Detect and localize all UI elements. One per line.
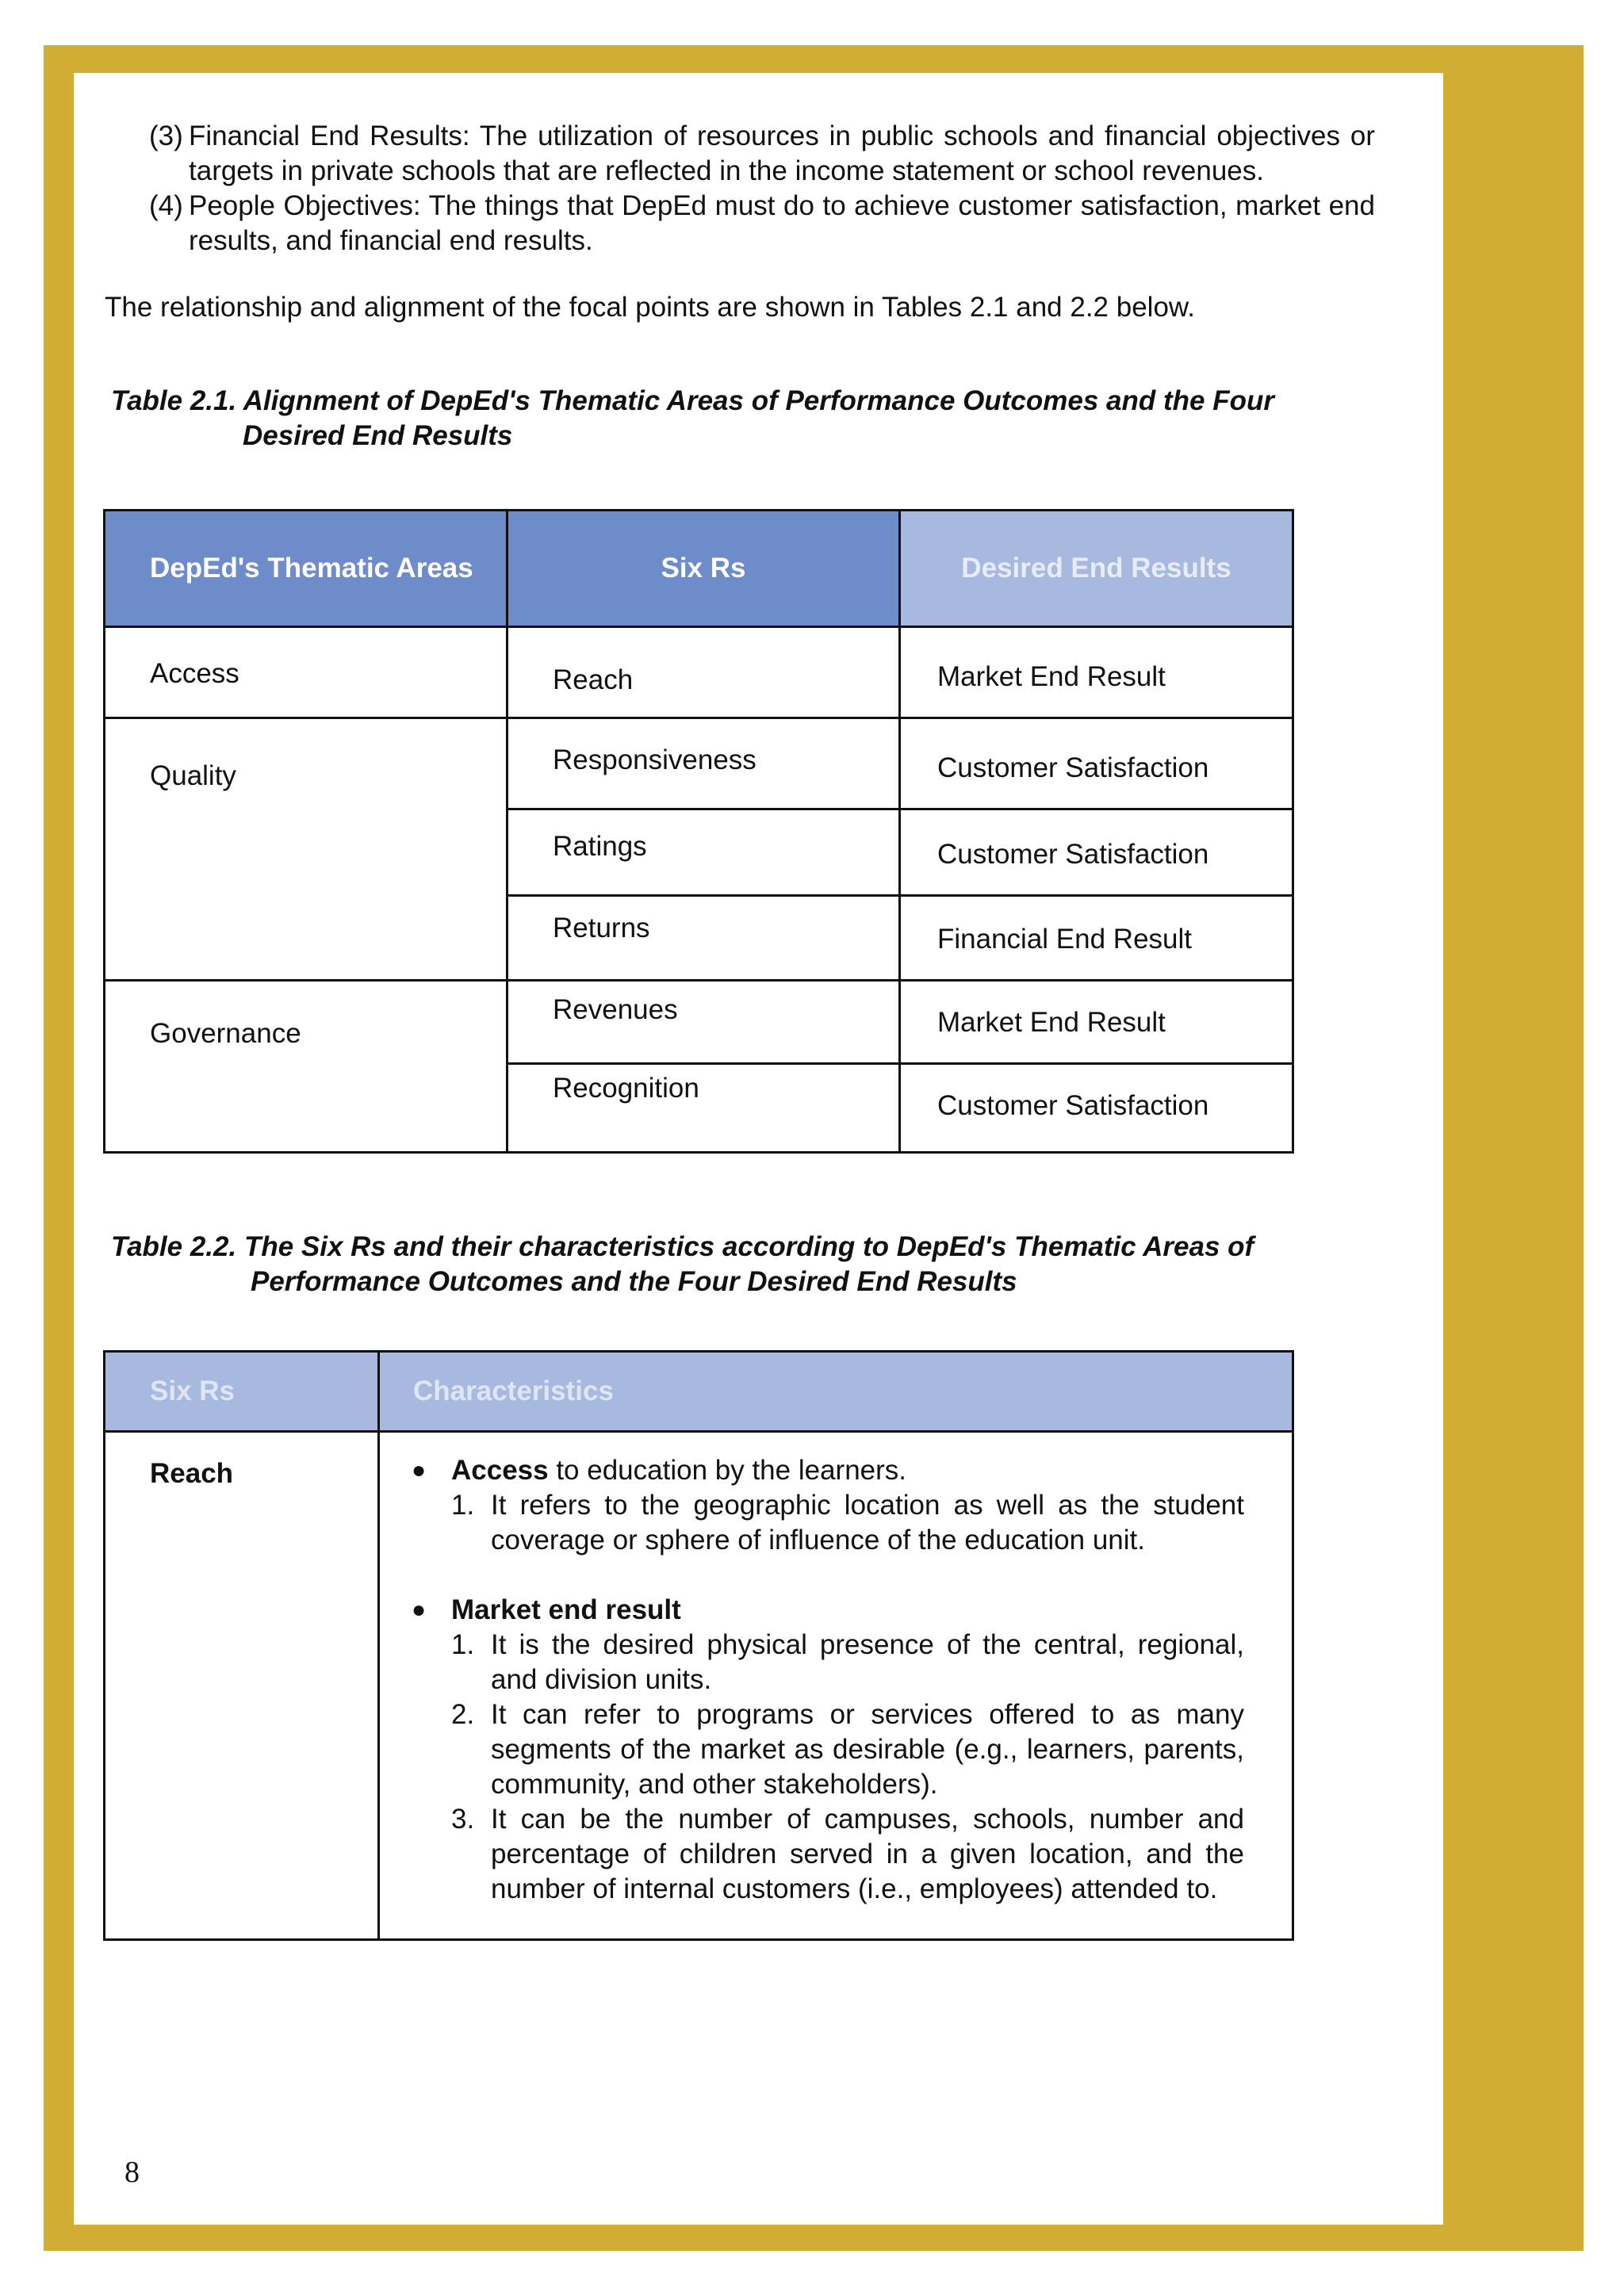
sub-text: It can refer to programs or services offered to as many segments of the market as desirable (e.g., learners, parents, community, and other stakeholders).: [491, 1699, 1244, 1800]
list-number: (4): [149, 190, 183, 221]
list-item: [451, 1488, 1244, 1558]
table-row: [105, 1432, 1293, 1940]
six-r-cell: Revenues: [508, 981, 900, 1064]
area-cell: Access: [105, 627, 508, 718]
result-cell: Customer Satisfaction: [900, 1064, 1293, 1153]
table2-header-sixrs: Six Rs: [105, 1352, 379, 1432]
list-item: [451, 1628, 1244, 1697]
table2-caption: [111, 1230, 1372, 1299]
table2-characteristics: [103, 1350, 1294, 1941]
table2-header-characteristics: Characteristics: [379, 1352, 1293, 1432]
page-number: 8: [124, 2156, 140, 2189]
table2-header-row: [105, 1352, 1293, 1432]
sub-text: It can be the number of campuses, schools, number and percentage of children served in a given location, and the number of internal customers (i.e., employees) attended to.: [491, 1804, 1244, 1904]
bullet-dot: ●: [412, 1597, 427, 1623]
list-text: Financial End Results: The utilization of resources in public schools and financial objectives or targets in private schools that are reflected in the income statement or school revenues.: [189, 121, 1375, 186]
sub-number: 1.: [451, 1490, 475, 1521]
list-item-people: [149, 189, 1375, 258]
bullet-dot: ●: [412, 1457, 427, 1483]
page-content: [105, 119, 1375, 1941]
table1-header-row: [105, 511, 1293, 627]
table1-header-sixrs: Six Rs: [508, 511, 900, 627]
intro-paragraph: The relationship and alignment of the focal points are shown in Tables 2.1 and 2.2 below.: [105, 292, 1195, 323]
table2-caption-text: The Six Rs and their characteristics according to DepEd's Thematic Areas of: [243, 1231, 1254, 1262]
characteristics-cell: [379, 1432, 1293, 1940]
result-cell: Customer Satisfaction: [900, 718, 1293, 809]
six-r-cell: Reach: [508, 627, 900, 718]
sub-number: 2.: [451, 1699, 475, 1730]
table2-caption-label: Table 2.2.: [111, 1231, 237, 1262]
sub-number: 1.: [451, 1629, 475, 1660]
bullet-access: [412, 1453, 1244, 1488]
six-r-label: Reach: [105, 1432, 379, 1940]
list-item: [451, 1697, 1244, 1802]
table-row: [105, 627, 1293, 718]
result-cell: Market End Result: [900, 981, 1293, 1064]
bullet-rest: to education by the learners.: [548, 1455, 907, 1486]
list-number: (3): [149, 121, 183, 151]
result-cell: Financial End Result: [900, 896, 1293, 981]
table1-caption-label: Table 2.1.: [111, 385, 237, 416]
sub-text: It is the desired physical presence of the central, regional, and division units.: [491, 1629, 1244, 1695]
six-r-cell: Ratings: [508, 809, 900, 896]
six-r-cell: Responsiveness: [508, 718, 900, 809]
table1-caption-text: Alignment of DepEd's Thematic Areas of Performance Outcomes and the Four: [243, 385, 1274, 416]
table-row: [105, 718, 1293, 809]
sub-number: 3.: [451, 1804, 475, 1835]
list-text: People Objectives: The things that DepEd must do to achieve customer satisfaction, market end results, and financial end results.: [189, 190, 1375, 256]
result-cell: Market End Result: [900, 627, 1293, 718]
six-r-cell: Recognition: [508, 1064, 900, 1153]
six-r-cell: Returns: [508, 896, 900, 981]
list-item: [451, 1802, 1244, 1907]
result-cell: Customer Satisfaction: [900, 809, 1293, 896]
area-cell: Quality: [105, 718, 508, 981]
list-item-financial: [149, 119, 1375, 189]
table2-caption-cont: Performance Outcomes and the Four Desired End Results: [251, 1266, 1017, 1297]
table1-caption-cont: Desired End Results: [243, 420, 513, 451]
bullet-bold: Market end result: [451, 1594, 681, 1625]
table1-header-areas: DepEd's Thematic Areas: [105, 511, 508, 627]
area-cell: Governance: [105, 981, 508, 1153]
table1-header-results: Desired End Results: [900, 511, 1293, 627]
bullet-bold: Access: [451, 1455, 549, 1486]
table1-caption: [111, 384, 1372, 453]
sub-text: It refers to the geographic location as well as the student coverage or sphere of influence of the education unit.: [491, 1490, 1244, 1556]
bullet-market: [412, 1593, 1244, 1628]
table1-alignment: [103, 509, 1294, 1154]
table-row: [105, 981, 1293, 1064]
